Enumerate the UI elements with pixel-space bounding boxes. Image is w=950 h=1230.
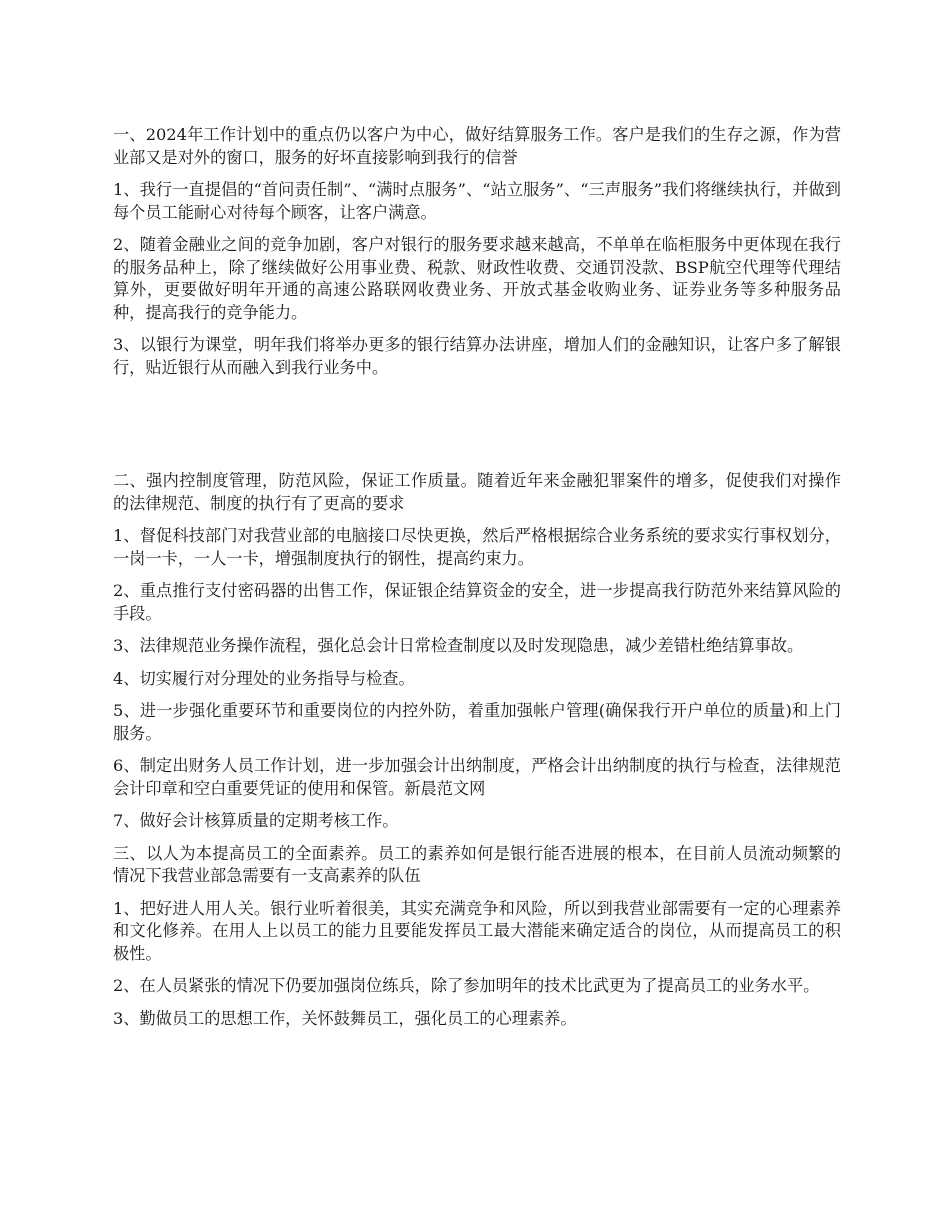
section-internal-control	[113, 470, 841, 1040]
paragraph: 2、重点推行支付密码器的出售工作，保证银企结算资金的安全，进一步提高我行防范外来结算风险的手段。	[113, 581, 841, 623]
heading-paragraph-3: 三、以人为本提高员工的全面素养。员工的素养如何是银行能否进展的根本，在目前人员流动频繁的情况下我营业部急需要有一支高素养的队伍	[113, 843, 841, 885]
section-client-service	[113, 124, 841, 389]
paragraph: 1、我行一直提倡的“首问责任制”、“满时点服务”、“站立服务”、“三声服务”我们将继续执行，并做到每个员工能耐心对待每个顾客，让客户满意。	[113, 180, 841, 222]
paragraph: 3、勤做员工的思想工作，关怀鼓舞员工，强化员工的心理素养。	[113, 1008, 577, 1028]
paragraph: 4、切实履行对分理处的业务指导与检查。	[113, 668, 415, 688]
paragraph: 3、法律规范业务操作流程，强化总会计日常检查制度以及时发现隐患，减少差错杜绝结算事故。	[113, 636, 804, 655]
paragraph: 7、做好会计核算质量的定期考核工作。	[113, 811, 399, 830]
paragraph: 2、随着金融业之间的竞争加剧，客户对银行的服务要求越来越高，不单单在临柜服务中更体现在我行的服务品种上，除了继续做好公用事业费、税款、财政性收费、交通罚没款、BSP航空代理等代理结算外，更要做好明年开通的高速公路联网收费业务、开放式基金收购业务、证券业务等多种服务品种，提高我行的竞争能力。	[113, 235, 841, 322]
paragraph: 6、制定出财务人员工作计划，进一步加强会计出纳制度，严格会计出纳制度的执行与检查，法律规范会计印章和空白重要凭证的使用和保管。新晨范文网	[113, 756, 841, 798]
heading-paragraph-1: 一、2024年工作计划中的重点仍以客户为中心，做好结算服务工作。客户是我们的生存之源，作为营业部又是对外的窗口，服务的好坏直接影响到我行的信誉	[113, 125, 841, 167]
heading-paragraph-2: 二、强内控制度管理，防范风险，保证工作质量。随着近年来金融犯罪案件的增多，促使我们对操作的法律规范、制度的执行有了更高的要求	[113, 471, 841, 513]
paragraph: 5、进一步强化重要环节和重要岗位的内控外防，着重加强帐户管理(确保我行开户单位的质量)和上门服务。	[113, 701, 841, 743]
paragraph: 2、在人员紧张的情况下仍要加强岗位练兵，除了参加明年的技术比武更为了提高员工的业务水平。	[113, 976, 820, 995]
paragraph: 1、督促科技部门对我营业部的电脑接口尽快更换，然后严格根据综合业务系统的要求实行事权划分，一岗一卡，一人一卡，增强制度执行的钢性，提高约束力。	[113, 526, 841, 568]
paragraph: 1、把好进人用人关。银行业听着很美，其实充满竞争和风险，所以到我营业部需要有一定的心理素养和文化修养。在用人上以员工的能力且要能发挥员工最大潜能来确定适合的岗位，从而提高员工的积极性。	[113, 898, 841, 963]
paragraph: 3、以银行为课堂，明年我们将举办更多的银行结算办法讲座，增加人们的金融知识，让客户多了解银行，贴近银行从而融入到我行业务中。	[113, 335, 841, 377]
